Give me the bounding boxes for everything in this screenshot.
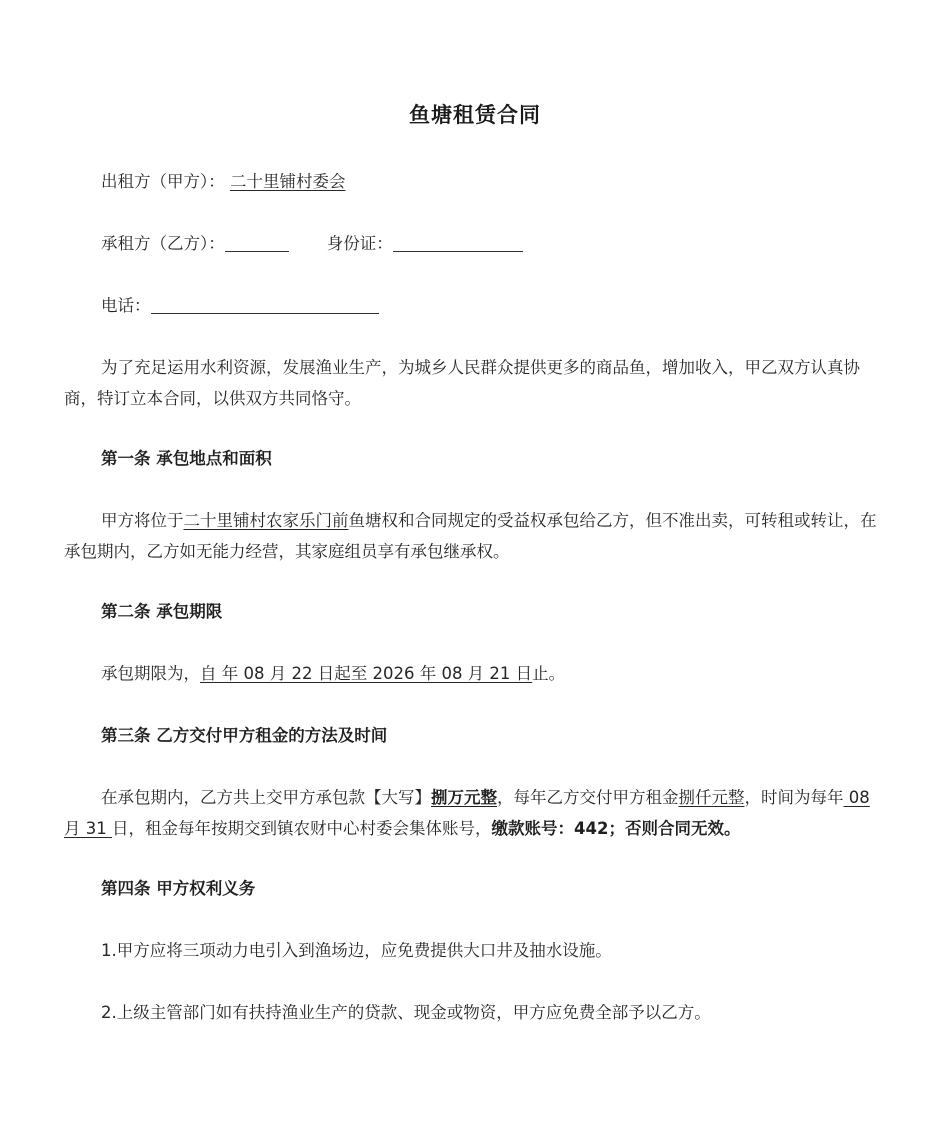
article-4-item-1: 1.甲方应将三项动力电引入到渔场边，应免费提供大口井及抽水设施。 (101, 941, 612, 960)
document-title: 鱼塘租赁合同 (409, 103, 541, 127)
account-number: 缴款账号：442；否则合同无效。 (491, 819, 741, 838)
payment-date: 08 月 31 (64, 788, 870, 838)
id-blank[interactable] (393, 233, 523, 252)
article-1-heading: 第一条 承包地点和面积 (101, 449, 272, 468)
lessor-label: 出租方（甲方）： (101, 172, 225, 191)
article-1-text-pre: 甲方将位于 (101, 511, 184, 530)
article-1-place: 二十里铺村农家乐门前 (183, 511, 349, 530)
article-3-text-1: 在承包期内，乙方共上交甲方承包款【大写】 (101, 788, 431, 807)
article-2-period: 自 年 08 月 22 日起至 2026 年 08 月 21 日 (200, 664, 533, 683)
phone-label: 电话： (101, 296, 151, 315)
lessor-value: 二十里铺村委会 (230, 172, 346, 191)
article-2-body (64, 658, 880, 689)
article-3-text-2: ，每年乙方交付甲方租金 (497, 788, 679, 807)
id-label: 身份证： (326, 234, 393, 253)
lessee-label: 承租方（乙方）： (101, 234, 225, 253)
article-1-text-post: 鱼塘权和合同规定的受益权承包给乙方，但不准出卖，可转租或转让，在承包期内，乙方如无能力经营，其家庭组员享有承包继承权。 (64, 511, 877, 561)
article-2-text-post: 止。 (532, 664, 566, 683)
phone-line (64, 290, 880, 321)
article-4-heading: 第四条 甲方权利义务 (101, 879, 256, 898)
annual-rent: 捌仟元整 (678, 788, 745, 807)
article-2-heading: 第二条 承包期限 (101, 602, 223, 621)
article-4-item-2: 2.上级主管部门如有扶持渔业生产的贷款、现金或物资，甲方应免费全部予以乙方。 (101, 1003, 711, 1022)
phone-blank[interactable] (151, 295, 379, 314)
lessee-line (64, 228, 880, 259)
article-3-text-4: 日，租金每年按期交到镇农财中心村委会集体账号， (112, 819, 492, 838)
total-amount: 捌万元整 (431, 788, 497, 807)
lessor-line (64, 166, 880, 197)
article-1-body (64, 505, 880, 567)
lessee-blank[interactable] (225, 233, 289, 252)
article-3-body (64, 782, 880, 844)
preamble-paragraph: 为了充足运用水利资源，发展渔业生产，为城乡人民群众提供更多的商品鱼，增加收入，甲乙双方认真协商，特订立本合同，以供双方共同恪守。 (64, 358, 860, 408)
article-2-text-pre: 承包期限为， (101, 664, 200, 683)
article-3-heading: 第三条 乙方交付甲方租金的方法及时间 (101, 726, 388, 745)
article-3-text-3: ，时间为每年 (744, 788, 844, 807)
